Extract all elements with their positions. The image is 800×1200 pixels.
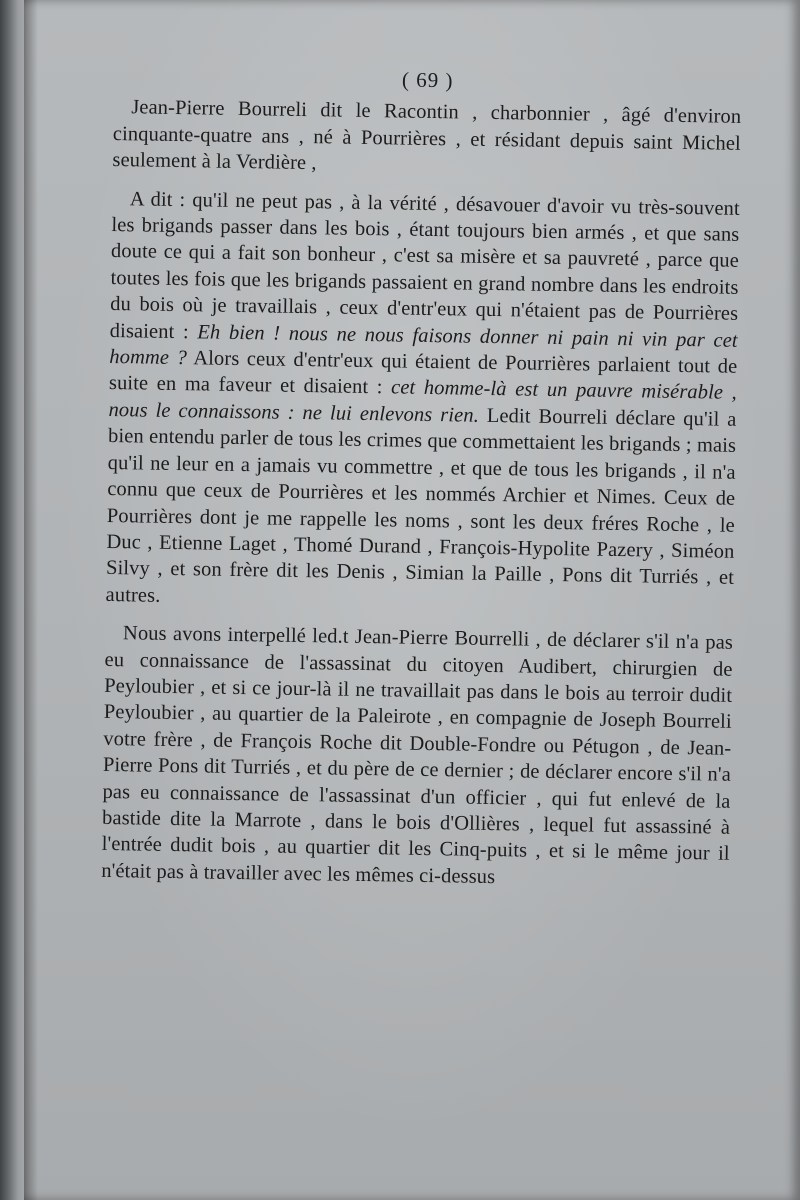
paragraph-witness-intro	[112, 94, 741, 183]
testimony-text-1: A dit : qu'il ne peut pas , à la vérité , désavouer d'avoir vu très-souvent les brigands passer dans les bois , étant toujours bien armés , et que sans doute ce qui a fait son bonheur , c'est sa misère et sa pauvreté , parce que toutes les fois que les brigands passaient en grand nombre dans les endroits du bois où je travaillais , ceux d'entr'eux qui n'étaient pas de Pourrières disaient :	[109, 187, 740, 343]
page-gutter-shadow	[24, 0, 38, 1200]
testimony-quote-2: cet homme-là est un pauvre misérable , nous le connaissons : ne lui enlevons rien.	[108, 376, 738, 427]
book-page	[24, 0, 800, 1200]
testimony-text-3: Ledit Bourreli déclare qu'il a bien entendu parler de tous les crimes que commettaient les brigands ; mais qu'il ne leur en a jamais vu commettre , et que de tous les brigands , il n'a connu que ceux de Pourrières et les nommés Archier et Nimes. Ceux de Pourrières dont je me rappelle les noms , sont les deux fréres Roche , le Duc , Etienne Laget , Thomé Durand , François-Hypolite Pazery , Siméon Silvy , et son frère dit les Denis , Simian la Paille , Pons dit Turriés , et autres.	[105, 404, 737, 607]
paragraph-interrogation: Nous avons interpellé led.t Jean-Pierre Bourrelli , de déclarer s'il n'a pas eu connaissance de l'assassinat du citoyen Audibert, chirurgien de Peyloubier , et si ce jour-là il ne travaillait pas dans le bois au terroir dudit Peyloubier , au quartier de la Paleirote , en compagnie de Joseph Bourreli votre frère , de François Roche dit Double-Fondre ou Pétugon , de Jean-Pierre Pons dit Turriés , et du père de ce dernier ; de déclarer encore s'il n'a pas eu connaissance de l'assassinat d'un officier , qui fut enlevé de la bastide dite la Marrote , dans le bois d'Ollières , lequel fut assassiné à l'entrée dudit bois , au quartier dit les Cinq-puits , et si le même jour il n'était pas à travailler avec les mêmes ci-dessus	[101, 622, 734, 888]
paragraph-testimony	[105, 186, 740, 618]
page-number: ( 69 )	[401, 67, 454, 93]
testimony-quote-1: Eh bien ! nous ne nous faisons donner ni pain ni vin par cet homme ?	[109, 321, 738, 370]
paragraph-1-text: Jean-Pierre Bourreli dit le Racontin , charbonnier , âgé d'environ cinquante-quatre ans , né à Pourrières , et résidant depuis saint Michel seulement à la Verdière ,	[112, 96, 742, 175]
page-text	[101, 62, 742, 906]
testimony-text-2: Alors ceux d'entr'eux qui étaient de Pourrières parlaient tout de suite en ma faveur et disaient :	[108, 347, 738, 399]
